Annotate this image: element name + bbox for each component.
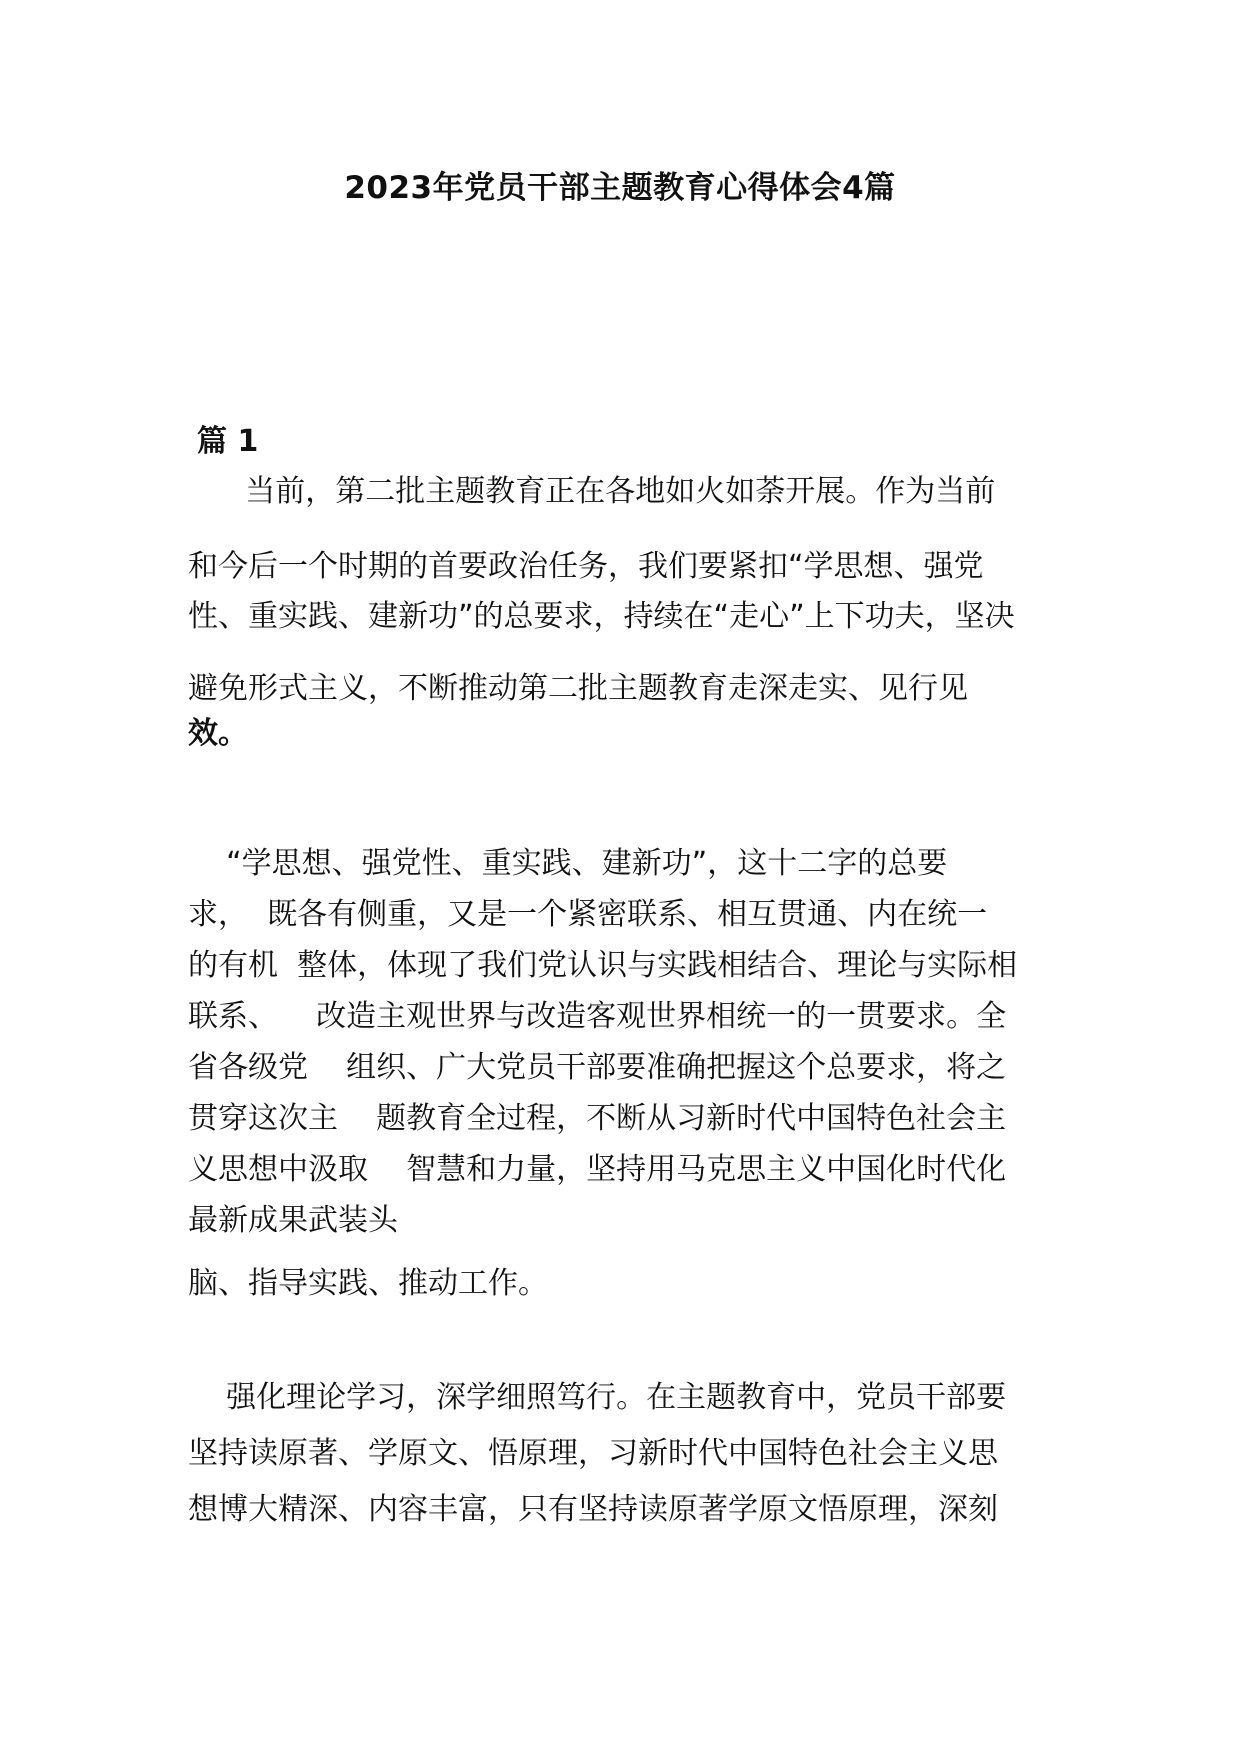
document-title: 2023年党员干部主题教育心得体会4篇 [344,170,896,206]
text-line: 省各级党 组织、广大党员干部要准确把握这个总要求，将之 [188,1050,1007,1085]
text-line: 强化理论学习，深学细照笃行。在主题教育中，党员干部要 [188,1380,1007,1415]
text-line: 当前，第二批主题教育正在各地如火如荼开展。作为当前 [188,474,996,509]
text-line: 坚持读原著、学原文、悟原理，习新时代中国特色社会主义思 [188,1436,998,1471]
text-line: 脑、指导实践、推动工作。 [188,1266,548,1301]
section-heading: 篇 1 [197,424,259,459]
text-line: 求， 既各有侧重，又是一个紧密联系、相互贯通、内在统一 [188,897,988,932]
text-line: 避免形式主义，不断推动第二批主题教育走深走实、见行见 [188,671,968,706]
text-line: 想博大精深、内容丰富，只有坚持读原著学原文悟原理，深刻 [188,1492,998,1527]
text-line: 效。 [188,716,248,751]
text-line: 性、重实践、建新功”的总要求，持续在“走心”上下功夫，坚决 [188,599,1015,634]
text-line: 和今后一个时期的首要政治任务，我们要紧扣“学思想、强党 [188,549,984,584]
text-line: 义思想中汲取 智慧和力量，坚持用马克思主义中国化时代化 [188,1152,1007,1187]
text-line: 贯穿这次主 题教育全过程，不断从习新时代中国特色社会主 [188,1101,1007,1136]
text-line: 联系、 改造主观世界与改造客观世界相统一的一贯要求。全 [188,999,1007,1034]
text-line: 最新成果武装头 [188,1203,398,1238]
text-line: “学思想、强党性、重实践、建新功”，这十二字的总要 [188,846,948,881]
text-line: 的有机 整体，体现了我们党认识与实践相结合、理论与实际相 [188,948,1018,983]
